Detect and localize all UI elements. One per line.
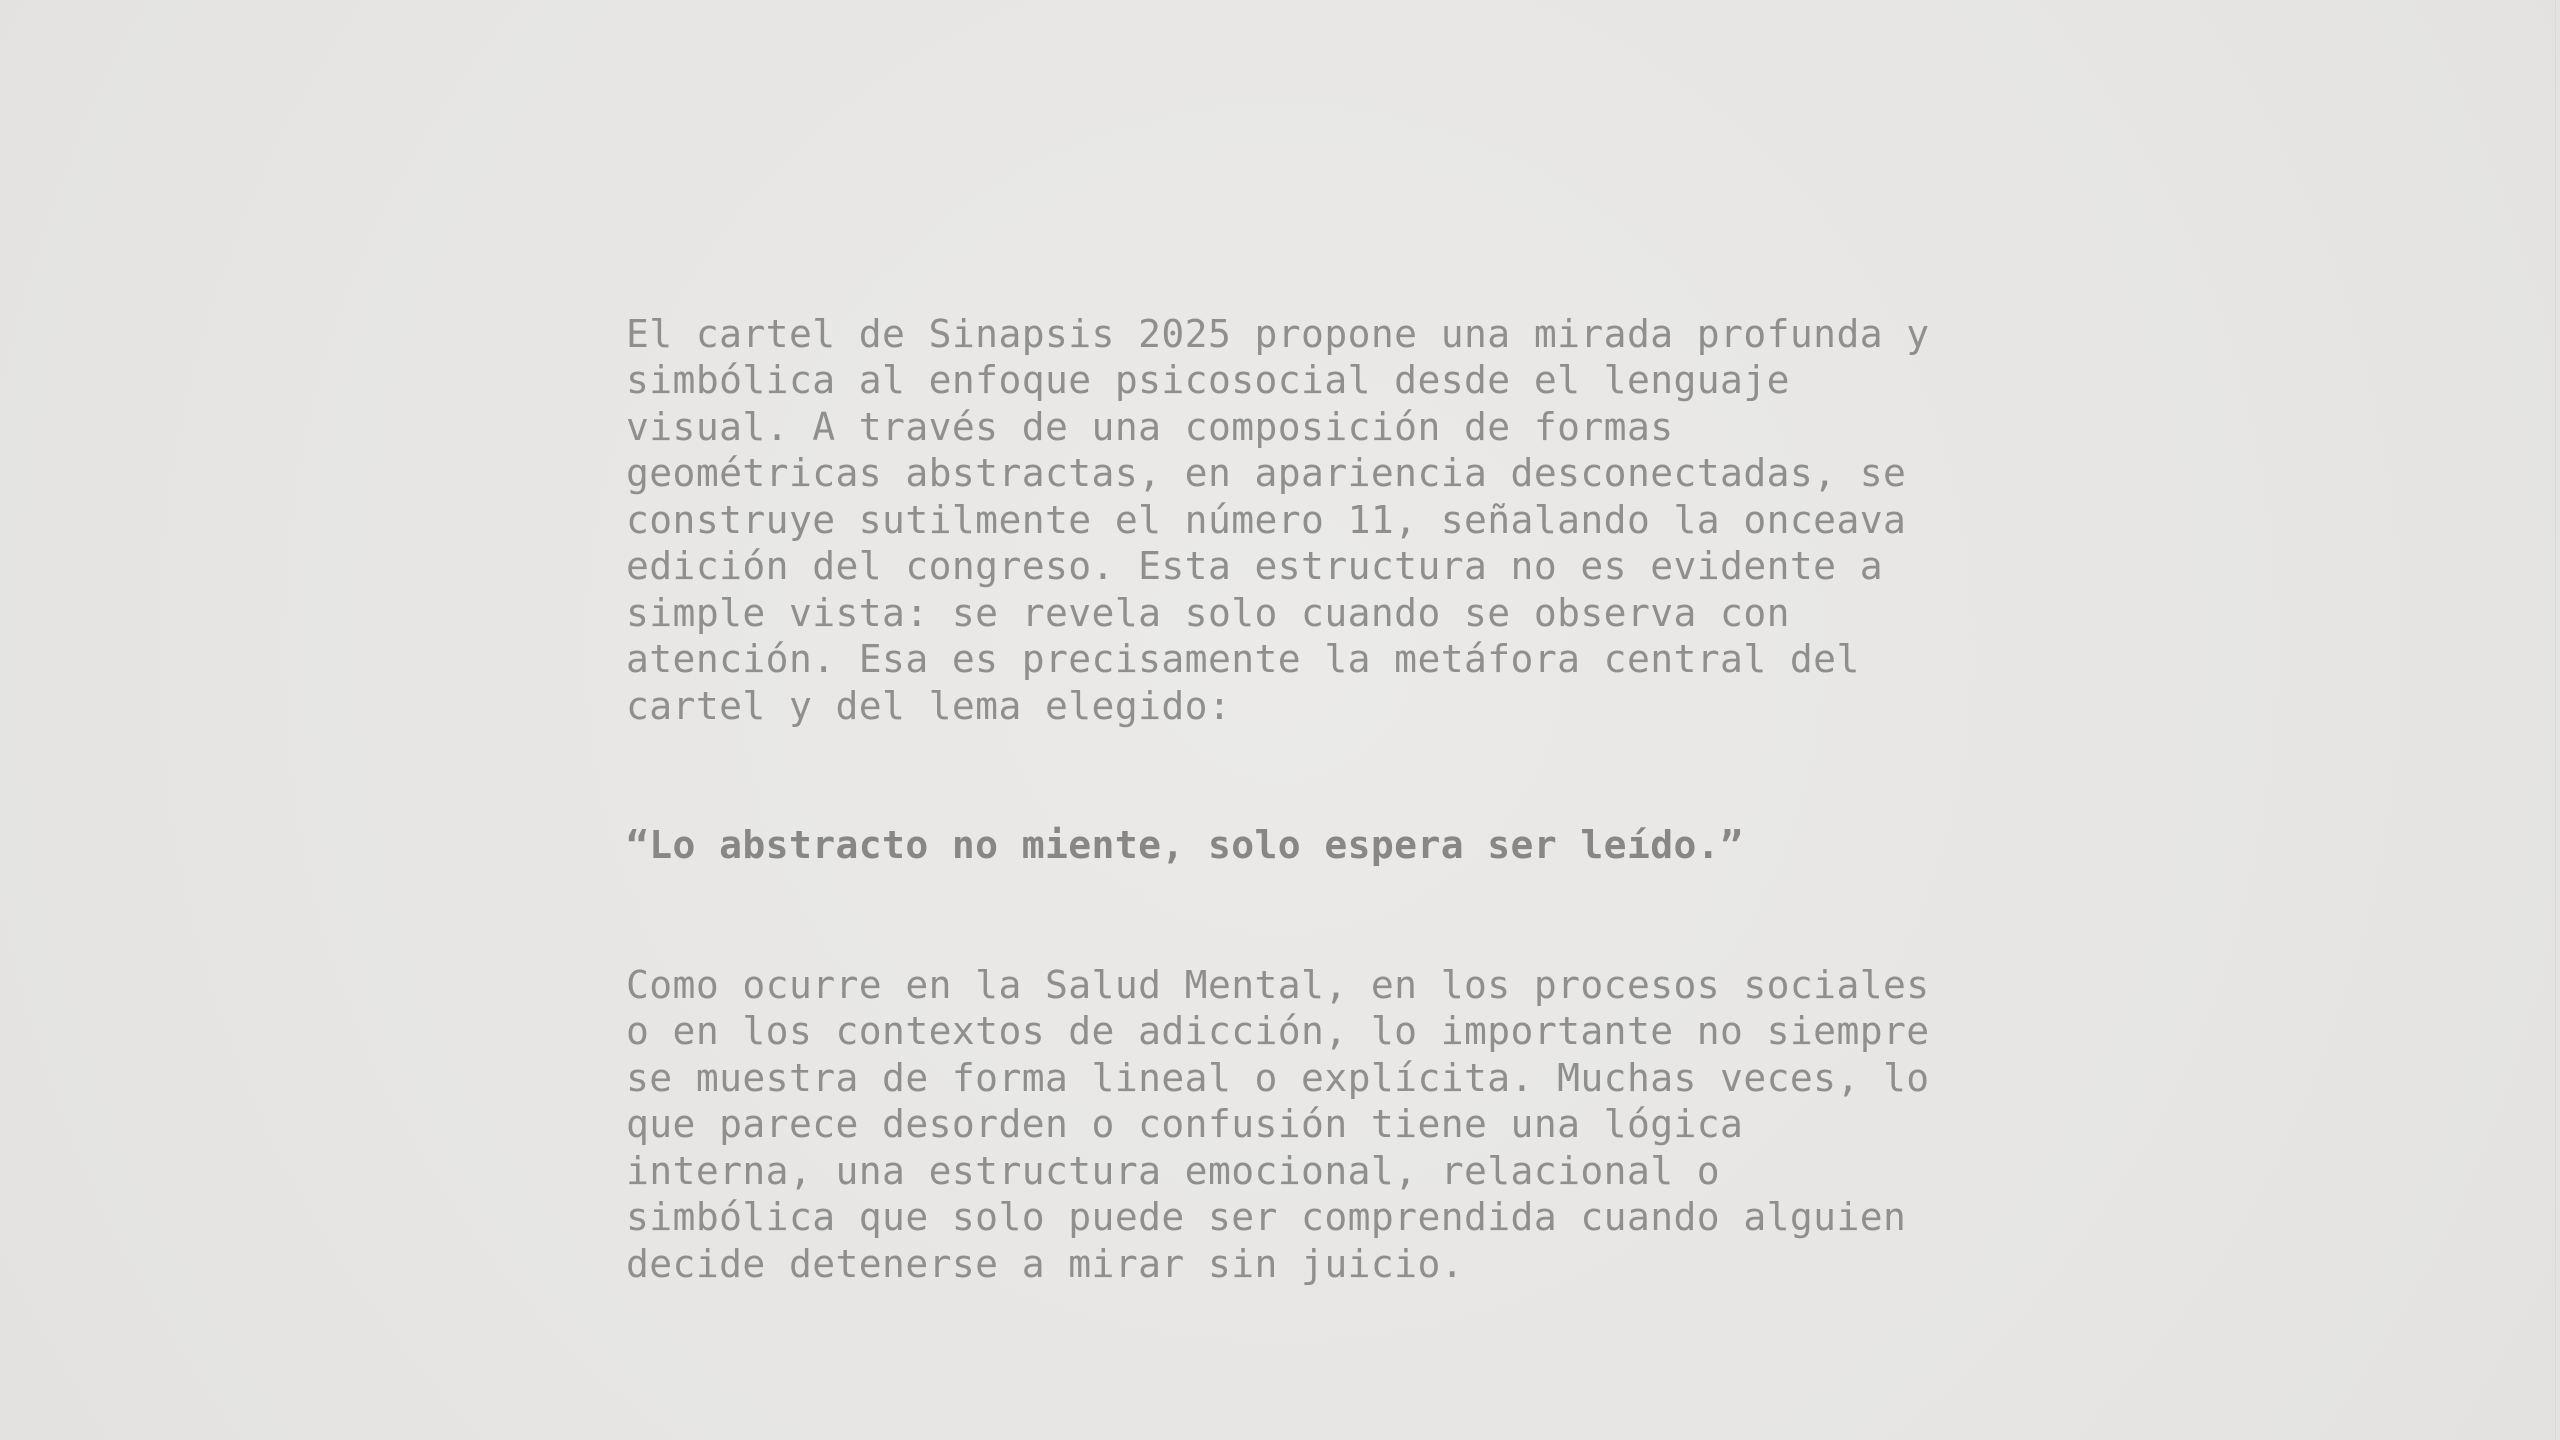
intro-paragraph: El cartel de Sinapsis 2025 propone una mirada profunda y simbólica al enfoque psicosocial desde el lenguaje visual. A través de una composición de formas geométricas abstractas, en apariencia desconectadas, se construye sutilmente el número 11, señalando la onceava edición del congreso. Esta estructura no es evidente a simple vista: se revela solo cuando se observa con atención. Esa es precisamente la metáfora central del cartel y del lema elegido: <box>626 311 1930 728</box>
text-block <box>626 264 1966 1334</box>
motto-quote: “Lo abstracto no miente, solo espera ser leído.” <box>626 823 1744 867</box>
closing-paragraph: Como ocurre en la Salud Mental, en los procesos sociales o en los contextos de adicción, lo importante no siempre se muestra de forma lineal o explícita. Muchas veces, lo que parece desorden o confusión tiene una lógica interna, una estructura emocional, relacional o simbólica que solo puede ser comprendida cuando alguien decide detenerse a mirar sin juicio. <box>626 962 1930 1286</box>
page-edge-divider <box>2555 0 2556 1440</box>
